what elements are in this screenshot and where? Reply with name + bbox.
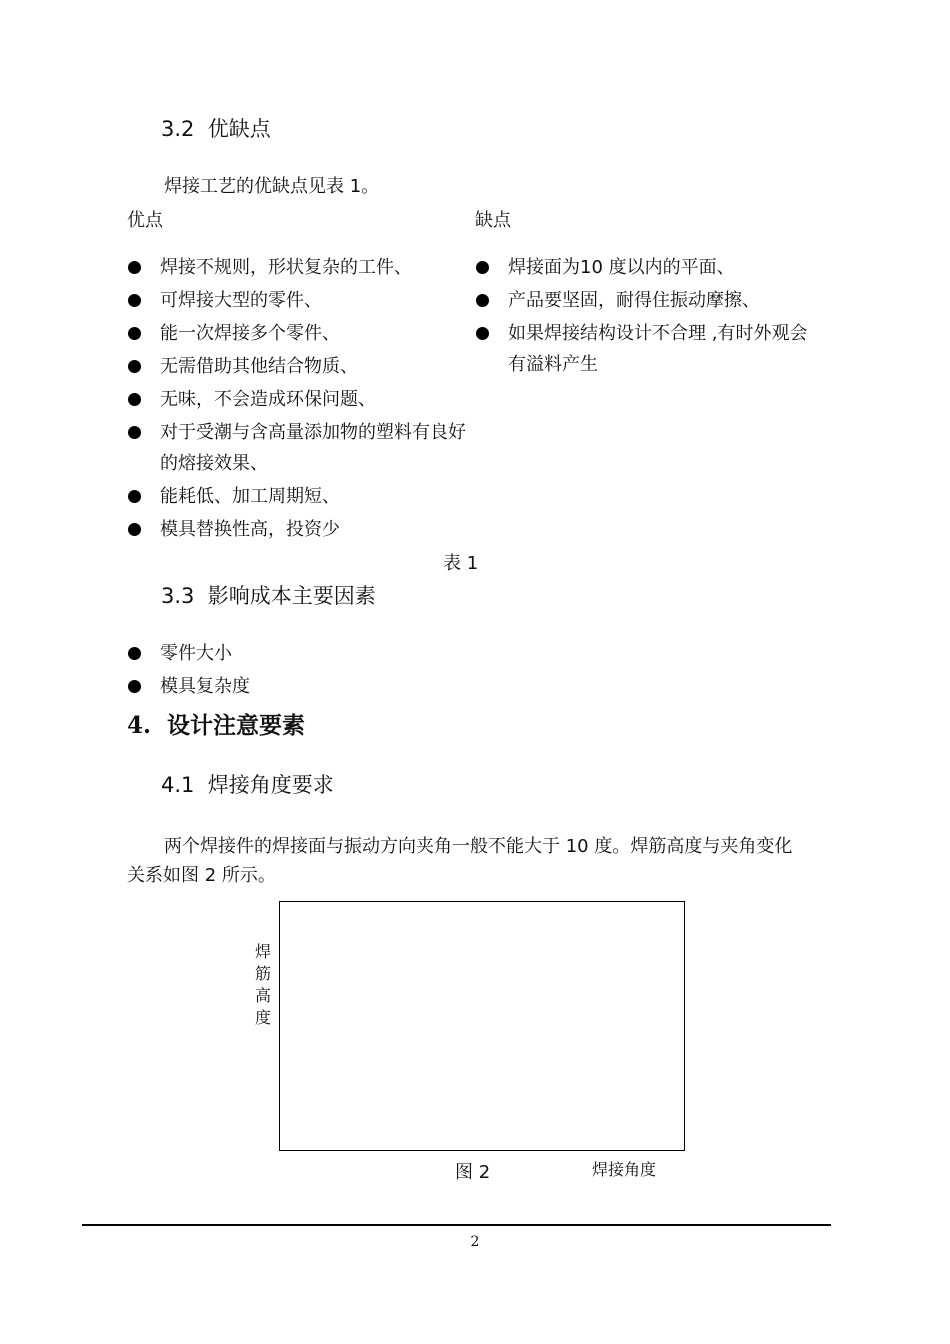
bullet-icon xyxy=(128,327,141,340)
pros-header: 优点 xyxy=(127,210,163,231)
list-item-text: 零件大小 xyxy=(160,643,232,664)
list-item-text: 焊接面为10 度以内的平面、 xyxy=(508,257,735,278)
figure-y-axis-label xyxy=(252,941,274,1029)
section-title: 焊接角度要求 xyxy=(207,773,334,797)
list-item xyxy=(475,318,815,380)
pros-list xyxy=(127,252,467,547)
section-title: 优缺点 xyxy=(207,117,271,141)
list-item xyxy=(127,384,467,415)
paragraph-4-1-line2: 关系如图 2 所示。 xyxy=(127,865,276,886)
list-item-text: 对于受潮与含高量添加物的塑料有良好的熔接效果、 xyxy=(160,422,466,474)
bullet-icon xyxy=(128,523,141,536)
list-item-text: 产品要坚固，耐得住振动摩擦、 xyxy=(508,290,760,311)
bullet-icon xyxy=(128,360,141,373)
list-item-text: 可焊接大型的零件、 xyxy=(160,290,322,311)
section-title: 影响成本主要因素 xyxy=(207,584,376,608)
page-number: 2 xyxy=(470,1234,480,1250)
list-item-text: 无味，不会造成环保问题、 xyxy=(160,389,376,410)
cost-factors-list xyxy=(127,638,527,704)
section-number: 3.3 xyxy=(161,584,195,608)
section-4-1-heading xyxy=(161,769,334,799)
cons-list xyxy=(475,252,815,382)
bullet-icon xyxy=(476,261,489,274)
bullet-icon xyxy=(476,327,489,340)
list-item xyxy=(127,671,527,702)
figure-x-axis-label: 焊接角度 xyxy=(592,1160,657,1179)
section-4-heading xyxy=(127,707,305,740)
list-item-text: 能耗低、加工周期短、 xyxy=(160,486,340,507)
table-caption: 表 1 xyxy=(443,553,479,574)
bullet-icon xyxy=(128,680,141,693)
bullet-icon xyxy=(476,294,489,307)
y-axis-label-char: 筋 xyxy=(254,964,271,983)
list-item-text: 如果焊接结构设计不合理 ,有时外观会有溢料产生 xyxy=(508,323,808,375)
list-item xyxy=(127,351,467,382)
footer-divider xyxy=(82,1224,831,1226)
section-3-3-heading xyxy=(161,580,376,610)
list-item xyxy=(475,252,815,283)
bullet-icon xyxy=(128,294,141,307)
list-item xyxy=(127,252,467,283)
section-title: 设计注意要素 xyxy=(167,713,306,739)
list-item xyxy=(127,514,467,545)
list-item-text: 焊接不规则，形状复杂的工件、 xyxy=(160,257,412,278)
bullet-icon xyxy=(128,490,141,503)
cons-header: 缺点 xyxy=(475,210,511,231)
y-axis-label-char: 焊 xyxy=(254,942,271,961)
list-item-text: 模具替换性高，投资少 xyxy=(160,519,340,540)
list-item xyxy=(127,318,467,349)
section-number: 4. xyxy=(127,712,152,739)
list-item xyxy=(127,417,467,479)
list-item xyxy=(475,285,815,316)
bullet-icon xyxy=(128,393,141,406)
list-item xyxy=(127,285,467,316)
figure-frame xyxy=(279,901,685,1151)
figure-caption: 图 2 xyxy=(455,1162,491,1183)
bullet-icon xyxy=(128,261,141,274)
list-item-text: 模具复杂度 xyxy=(160,676,250,697)
section-number: 3.2 xyxy=(161,117,195,141)
y-axis-label-char: 度 xyxy=(254,1008,271,1027)
list-item-text: 无需借助其他结合物质、 xyxy=(160,356,358,377)
bullet-icon xyxy=(128,426,141,439)
bullet-icon xyxy=(128,647,141,660)
section-3-2-heading xyxy=(161,113,271,143)
list-item xyxy=(127,481,467,512)
y-axis-label-char: 高 xyxy=(254,986,271,1005)
intro-paragraph: 焊接工艺的优缺点见表 1。 xyxy=(164,176,380,197)
section-number: 4.1 xyxy=(161,773,195,797)
list-item xyxy=(127,638,527,669)
list-item-text: 能一次焊接多个零件、 xyxy=(160,323,340,344)
paragraph-4-1-line1: 两个焊接件的焊接面与振动方向夹角一般不能大于 10 度。焊筋高度与夹角变化 xyxy=(164,836,793,857)
